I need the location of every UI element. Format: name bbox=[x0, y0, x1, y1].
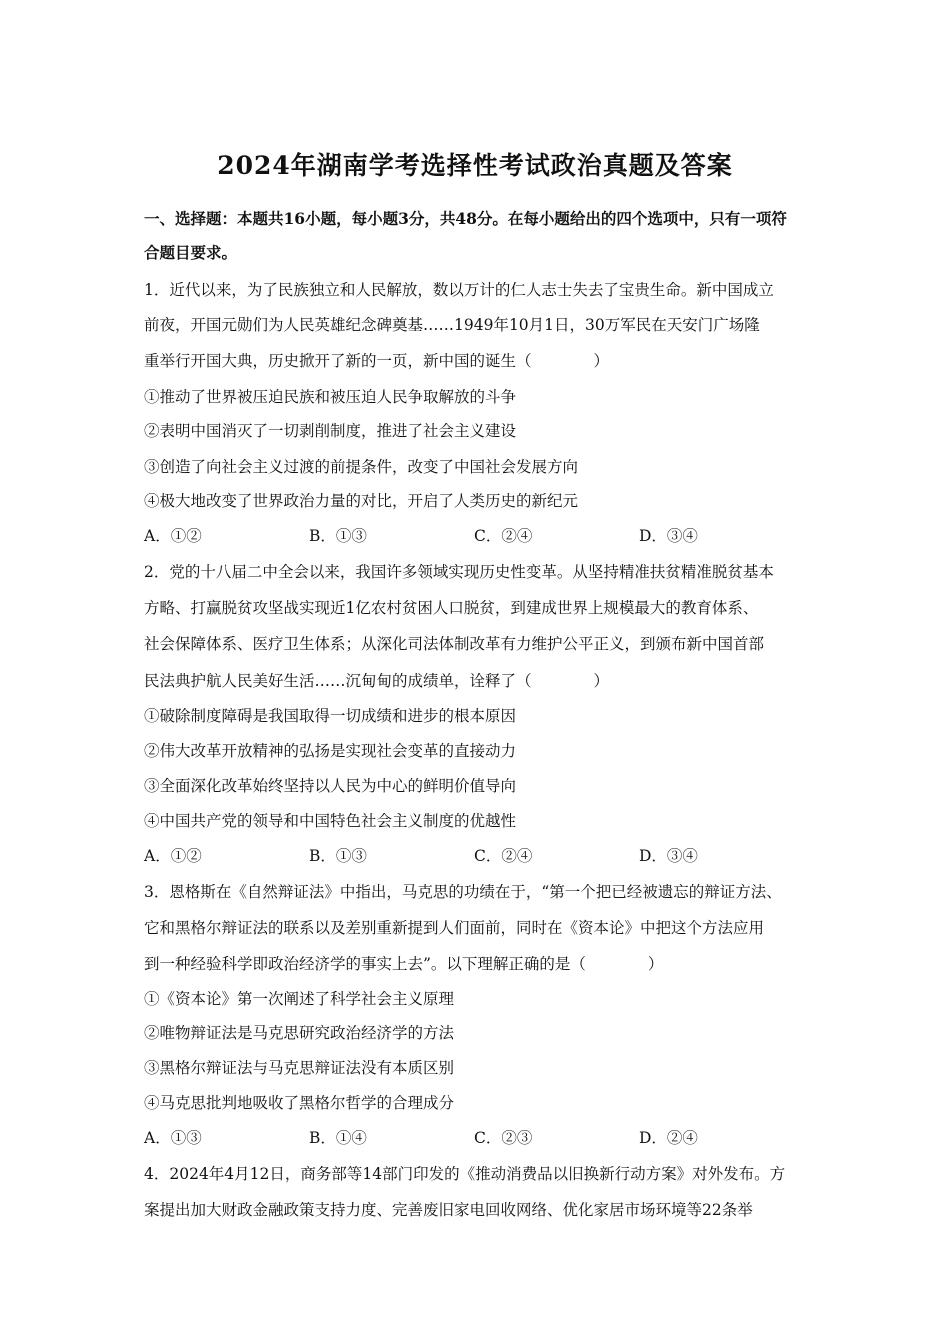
q1-item-2: ②表明中国消灭了一切剥削制度，推进了社会主义建设 bbox=[144, 422, 517, 440]
q2-stem-line3: 社会保障体系、医疗卫生体系；从深化司法体制改革有力维护公平正义，到颁布新中国首部 bbox=[144, 635, 765, 653]
q2-option-c: C．②④ bbox=[474, 847, 533, 865]
q4-stem-line2: 案提出加大财政金融政策支持力度、完善废旧家电回收网络、优化家居市场环境等22条举 bbox=[144, 1201, 753, 1219]
q2-item-2: ②伟大改革开放精神的弘扬是实现社会变革的直接动力 bbox=[144, 742, 517, 760]
q1-item-4: ④极大地改变了世界政治力量的对比，开启了人类历史的新纪元 bbox=[144, 492, 579, 510]
q3-option-b: B．①④ bbox=[309, 1129, 367, 1147]
q1-option-c: C．②④ bbox=[474, 527, 533, 545]
q3-item-3: ③黑格尔辩证法与马克思辩证法没有本质区别 bbox=[144, 1059, 455, 1077]
q2-option-a: A．①② bbox=[144, 847, 202, 865]
q1-option-b: B．①③ bbox=[309, 527, 367, 545]
q2-item-3: ③全面深化改革始终坚持以人民为中心的鲜明价值导向 bbox=[144, 777, 517, 795]
q2-option-b: B．①③ bbox=[309, 847, 367, 865]
q2-stem-line1: 2．党的十八届二中全会以来，我国许多领域实现历史性变革。从坚持精准扶贫精准脱贫基本 bbox=[144, 563, 774, 581]
q2-item-1: ①破除制度障碍是我国取得一切成绩和进步的根本原因 bbox=[144, 707, 517, 725]
q2-options bbox=[144, 845, 844, 867]
q2-option-d: D．③④ bbox=[639, 847, 698, 865]
q1-item-3: ③创造了向社会主义过渡的前提条件，改变了中国社会发展方向 bbox=[144, 458, 579, 476]
q3-option-c: C．②③ bbox=[474, 1129, 533, 1147]
q1-stem-line3: 重举行开国大典，历史掀开了新的一页，新中国的诞生（ ） bbox=[144, 352, 610, 370]
section-heading-line2: 合题目要求。 bbox=[144, 243, 238, 262]
q2-stem-line2: 方略、打赢脱贫攻坚战实现近1亿农村贫困人口脱贫，到建成世界上规模最大的教育体系、 bbox=[144, 599, 759, 617]
q1-option-a: A．①② bbox=[144, 527, 202, 545]
q4-stem-line1: 4．2024年4月12日，商务部等14部门印发的《推动消费品以旧换新行动方案》对外发布。方 bbox=[144, 1165, 786, 1183]
q3-item-1: ①《资本论》第一次阐述了科学社会主义原理 bbox=[144, 990, 455, 1008]
q3-option-d: D．②④ bbox=[639, 1129, 698, 1147]
q1-stem-line2: 前夜，开国元勋们为人民英雄纪念碑奠基……1949年10月1日，30万军民在天安门广场隆 bbox=[144, 316, 760, 334]
q3-stem-line3: 到一种经验科学即政治经济学的事实上去”。以下理解正确的是（ ） bbox=[144, 955, 664, 973]
q1-item-1: ①推动了世界被压迫民族和被压迫人民争取解放的斗争 bbox=[144, 388, 517, 406]
section-heading-line1: 一、选择题：本题共16小题，每小题3分，共48分。在每小题给出的四个选项中，只有一项符 bbox=[144, 209, 787, 228]
q1-stem-line1: 1．近代以来，为了民族独立和人民解放，数以万计的仁人志士失去了宝贵生命。新中国成立 bbox=[144, 281, 774, 299]
q3-item-4: ④马克思批判地吸收了黑格尔哲学的合理成分 bbox=[144, 1094, 455, 1112]
q3-option-a: A．①③ bbox=[144, 1129, 202, 1147]
q1-option-d: D．③④ bbox=[639, 527, 698, 545]
q3-stem-line2: 它和黑格尔辩证法的联系以及差别重新提到人们面前，同时在《资本论》中把这个方法应用 bbox=[144, 919, 765, 937]
q1-options bbox=[144, 525, 844, 547]
q2-stem-line4: 民法典护航人民美好生活……沉甸甸的成绩单，诠释了（ ） bbox=[144, 672, 610, 690]
q3-options bbox=[144, 1127, 844, 1149]
q3-item-2: ②唯物辩证法是马克思研究政治经济学的方法 bbox=[144, 1024, 455, 1042]
page-title: 2024年湖南学考选择性考试政治真题及答案 bbox=[217, 151, 733, 180]
q3-stem-line1: 3．恩格斯在《自然辩证法》中指出，马克思的功绩在于，“第一个把已经被遗忘的辩证方法、 bbox=[144, 883, 782, 901]
q2-item-4: ④中国共产党的领导和中国特色社会主义制度的优越性 bbox=[144, 812, 517, 830]
